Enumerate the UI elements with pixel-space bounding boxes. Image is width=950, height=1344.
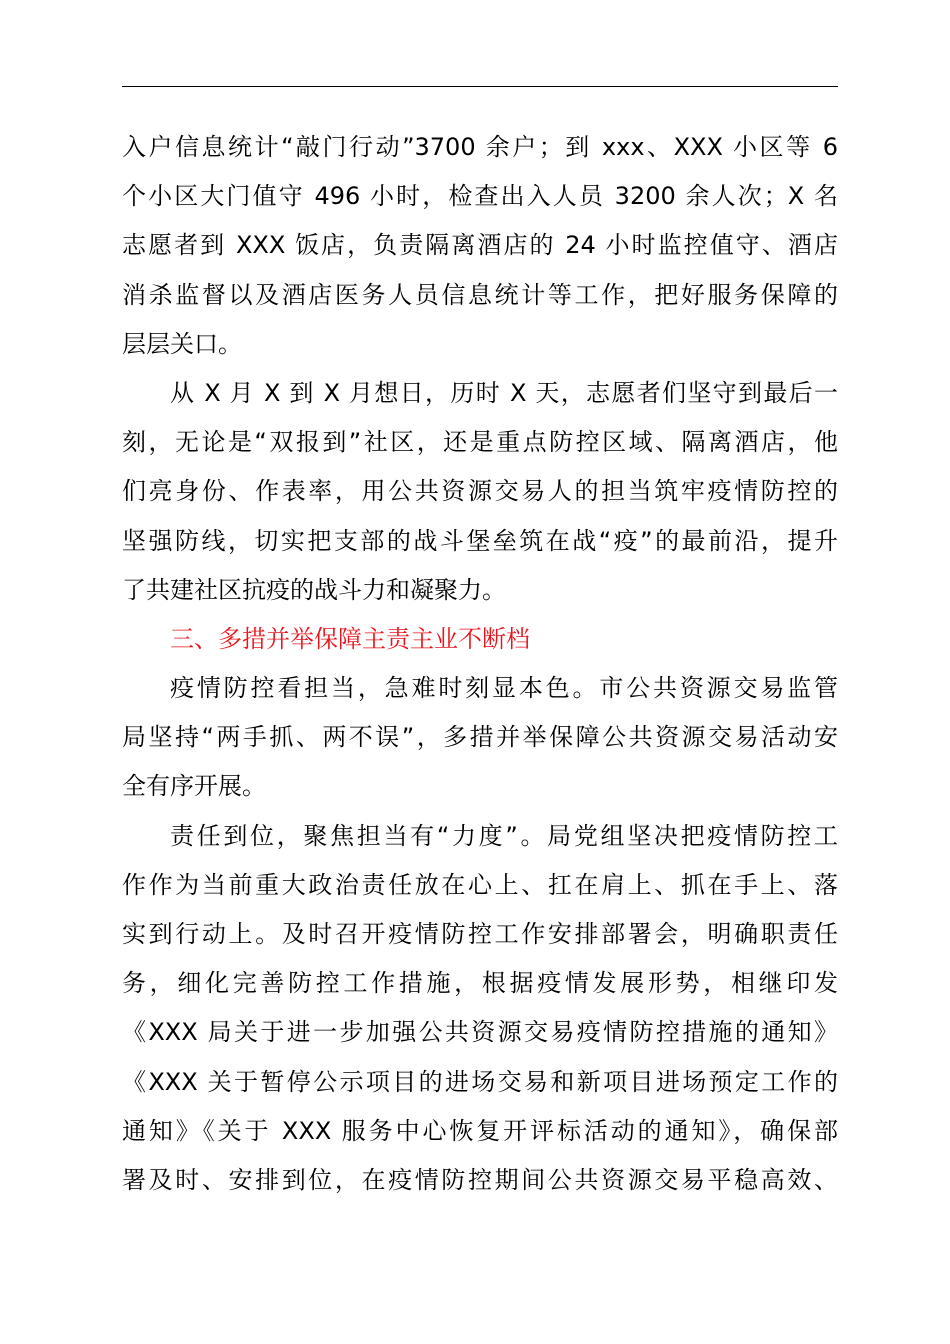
text-line: 《XXX 局关于进一步加强公共资源交易疫情防控措施的通知》 [122, 1018, 838, 1047]
paragraph-1 [122, 123, 838, 369]
text-line: 务，细化完善防控工作措施，根据疫情发展形势，相继印发 [122, 969, 838, 998]
text-line: 入户信息统计“敲门行动”3700 余户；到 xxx、XXX 小区等 6 [122, 133, 838, 161]
text-line: 疫情防控看担当，急难时刻显本色。市公共资源交易监管 [170, 674, 838, 703]
paragraph-4 [122, 812, 838, 1206]
section-heading-3 [122, 615, 838, 664]
text-line: 坚强防线，切实把支部的战斗堡垒筑在战“疫”的最前沿，提升 [122, 526, 838, 555]
document-body [122, 123, 838, 1205]
text-line: 实到行动上。及时召开疫情防控工作安排部署会，明确职责任 [122, 920, 838, 948]
text-line: 层层关口。 [122, 329, 242, 358]
text-line: 了共建社区抗疫的战斗力和凝聚力。 [122, 575, 506, 604]
text-line: 消杀监督以及酒店医务人员信息统计等工作，把好服务保障的 [122, 280, 838, 309]
text-line: 局坚持“两手抓、两不误”，多措并举保障公共资源交易活动安 [122, 723, 838, 752]
text-line: 署及时、安排到位，在疫情防控期间公共资源交易平稳高效、 [122, 1165, 838, 1194]
text-line: 《XXX 关于暂停公示项目的进场交易和新项目进场预定工作的 [122, 1067, 838, 1096]
text-line: 作作为当前重大政治责任放在心上、扛在肩上、抓在手上、落 [122, 870, 838, 899]
paragraph-3 [122, 664, 838, 812]
text-line: 责任到位，聚焦担当有“力度”。局党组坚决把疫情防控工 [170, 821, 838, 850]
text-line: 从 X 月 X 到 X 月想日，历时 X 天，志愿者们坚守到最后一 [170, 378, 838, 407]
text-line: 志愿者到 XXX 饭店，负责隔离酒店的 24 小时监控值守、酒店 [122, 231, 838, 260]
text-line: 们亮身份、作表率，用公共资源交易人的担当筑牢疫情防控的 [122, 477, 838, 506]
text-line: 个小区大门值守 496 小时，检查出入人员 3200 余人次；X 名 [122, 182, 838, 211]
text-line: 通知》《关于 XXX 服务中心恢复开评标活动的通知》，确保部 [122, 1116, 838, 1145]
text-line: 全有序开展。 [122, 772, 266, 801]
header-rule [122, 86, 838, 87]
text-line: 刻，无论是“双报到”社区，还是重点防控区域、隔离酒店，他 [122, 428, 838, 457]
paragraph-2 [122, 369, 838, 615]
section-heading-text: 三、多措并举保障主责主业不断档 [170, 624, 530, 653]
